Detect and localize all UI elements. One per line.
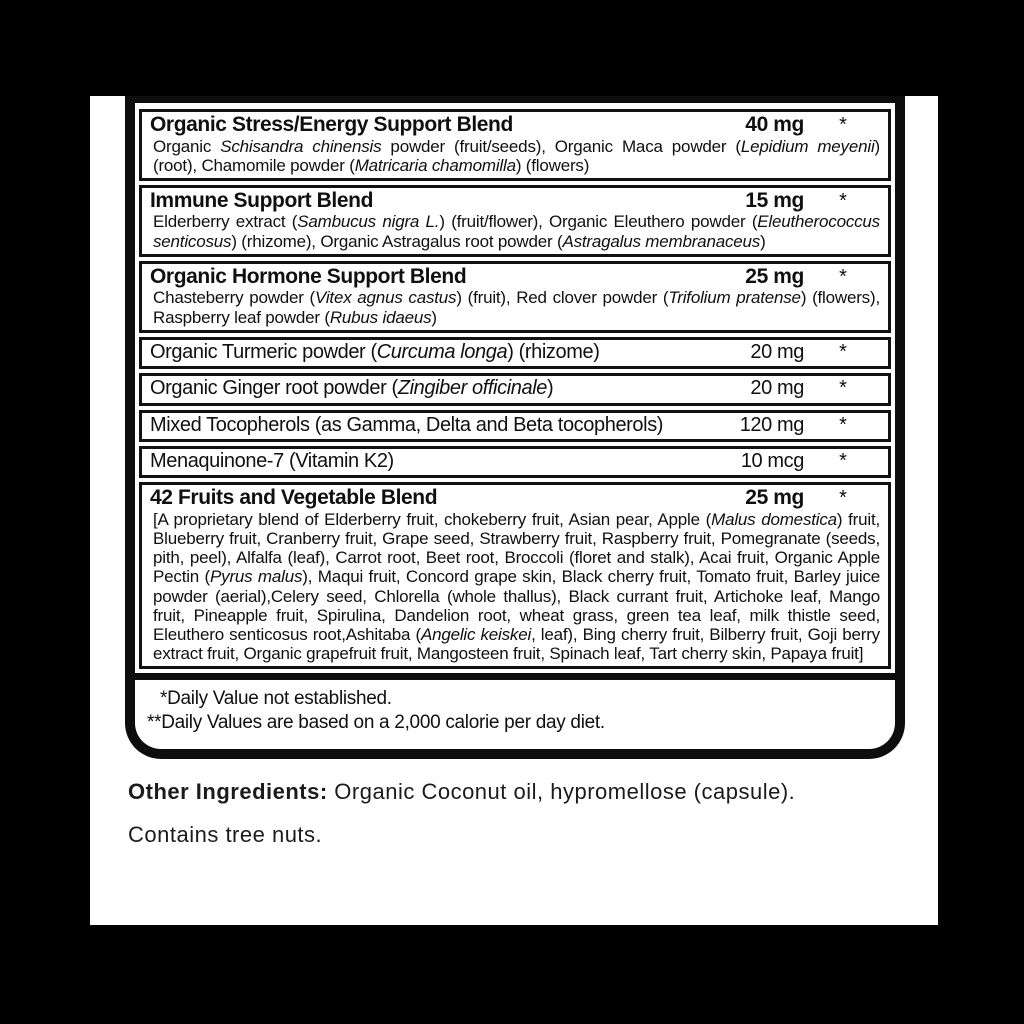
ingredient-row-header [150, 265, 882, 289]
footnotes [135, 680, 895, 749]
ingredient-row-header [150, 113, 882, 137]
ingredient-row [139, 337, 891, 369]
footnote-separator [135, 673, 895, 680]
footnote-calorie-basis: **Daily Values are based on a 2,000 calorie per day diet. [147, 712, 605, 734]
ingredient-row [139, 410, 891, 442]
ingredient-name: Organic Ginger root powder (Zingiber officinale) [150, 377, 554, 400]
other-ingredients-section [128, 777, 908, 849]
ingredient-name: Immune Support Blend [150, 188, 374, 212]
ingredient-row [139, 373, 891, 405]
other-ingredients-text: Organic Coconut oil, hypromellose (capsule). [327, 778, 796, 804]
ingredient-name: Organic Stress/Energy Support Blend [150, 113, 513, 136]
ingredient-row [139, 446, 891, 478]
ingredient-name: Organic Hormone Support Blend [150, 264, 467, 288]
daily-value-asterisk: * [839, 265, 847, 288]
ingredient-detail: [A proprietary blend of Elderberry fruit, chokeberry fruit, Asian pear, Apple (Malus domestica) fruit, Blueberry fruit, Cranberry fruit, Grape seed, Strawberry fruit, Raspberry fruit, Pomegranate (seeds, pith, peel), Alfalfa (leaf), Carrot root, Beet root, Broccoli (floret and stalk), Acai fruit, Organic Apple Pectin (Pyrus malus), Maqui fruit, Concord grape skin, Black cherry fruit, Tomato fruit, Barley juice powder (aerial),Celery seed, Chlorella (whole thallus), Black currant fruit, Artichoke leaf, Mango fruit, Pineapple fruit, Spirulina, Dandelion root, wheat grass, green tea leaf, milk thistle seed, Eleuthero senticosus root,Ashitaba (Angelic keiskei, leaf), Bing cherry fruit, Bilberry fruit, Goji berry extract fruit, Organic grapefruit fruit, Mangosteen fruit, Spinach leaf, Tart cherry skin, Papaya fruit] [153, 509, 881, 664]
ingredient-name: 42 Fruits and Vegetable Blend [150, 486, 438, 510]
daily-value-asterisk: * [839, 189, 847, 212]
ingredient-row [139, 261, 891, 333]
ingredient-name: Menaquinone-7 (Vitamin K2) [150, 449, 394, 472]
ingredient-detail: Elderberry extract (Sambucus nigra L.) (fruit/flower), Organic Eleuthero powder (Eleutherococcus senticosus) (rhizome), Organic Astragalus root powder (Astragalus membranaceus) [153, 212, 880, 251]
ingredient-amount: 15 mg [745, 188, 804, 212]
ingredient-row-header [150, 450, 882, 472]
ingredient-amount: 40 mg [745, 113, 804, 136]
ingredient-detail: Organic Schisandra chinensis powder (fruit/seeds), Organic Maca powder (Lepidium meyenii) (root), Chamomile powder (Matricaria chamomilla) (flowers) [153, 136, 880, 175]
daily-value-asterisk: * [839, 114, 847, 136]
other-ingredients-label: Other Ingredients: [128, 778, 328, 804]
supplement-facts-box [125, 96, 905, 759]
other-ingredients-line [128, 777, 908, 807]
ingredient-row-header [150, 486, 882, 510]
footnote-daily-value: *Daily Value not established. [160, 688, 392, 710]
ingredient-row-header [150, 341, 882, 363]
ingredient-row [139, 482, 891, 669]
ingredient-amount: 120 mg [739, 413, 804, 436]
ingredient-row-header [150, 189, 882, 213]
allergen-statement: Contains tree nuts. [128, 821, 323, 847]
label-panel [90, 96, 938, 925]
ingredient-amount: 10 mcg [740, 449, 804, 472]
daily-value-asterisk: * [839, 487, 847, 510]
ingredient-amount: 25 mg [745, 264, 804, 288]
daily-value-asterisk: * [839, 377, 847, 400]
ingredient-row-header [150, 377, 882, 399]
daily-value-asterisk: * [839, 413, 847, 436]
ingredient-rows-container [135, 103, 895, 669]
ingredient-amount: 25 mg [745, 486, 804, 510]
ingredient-amount: 20 mg [750, 340, 804, 363]
daily-value-asterisk: * [839, 340, 847, 363]
ingredient-name: Mixed Tocopherols (as Gamma, Delta and Beta tocopherols) [150, 413, 664, 436]
ingredient-name: Organic Turmeric powder (Curcuma longa) (rhizome) [150, 340, 600, 363]
ingredient-row [139, 185, 891, 257]
ingredient-amount: 20 mg [750, 377, 804, 400]
daily-value-asterisk: * [839, 449, 847, 472]
ingredient-row [139, 109, 891, 181]
ingredient-row-header [150, 414, 882, 436]
ingredient-detail: Chasteberry powder (Vitex agnus castus) (fruit), Red clover powder (Trifolium pratense) (flowers), Raspberry leaf powder (Rubus idaeus) [153, 288, 880, 327]
